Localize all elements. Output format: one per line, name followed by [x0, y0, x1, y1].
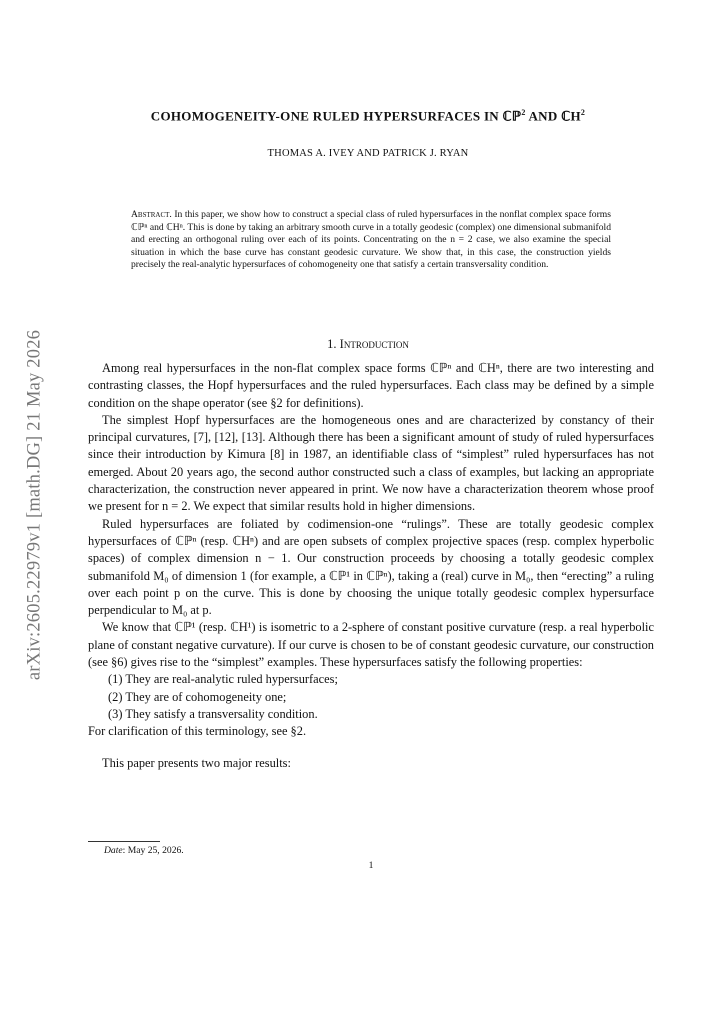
section-heading: [88, 337, 648, 352]
arxiv-sidebar: [20, 305, 50, 705]
footnote-rule: [88, 841, 160, 842]
title-sup-1: 2: [521, 108, 526, 117]
paragraph-6: This paper presents two major results:: [102, 755, 291, 770]
body-text: [88, 360, 654, 772]
abstract-label: Abstract.: [131, 209, 172, 220]
page-number: 1: [368, 860, 374, 871]
title-sup-2: 2: [580, 108, 586, 117]
abstract: [131, 209, 611, 272]
paragraph-4: We know that ℂℙ¹ (resp. ℂH¹) is isometric to a 2-sphere of constant positive curvature (resp. a real hyperbolic plane of constant negative curvature). If our curve is chosen to be of constant geodesic curvature, our construction (see §6) gives rise to the “simplest” examples. These hypersurfaces satisfy the following properties:: [88, 620, 654, 670]
property-list: [88, 671, 654, 723]
section-number: 1.: [327, 337, 340, 351]
paragraph-3: Ruled hypersurfaces are foliated by codimension-one “rulings”. These are totally geodesic complex hypersurfaces of ℂℙⁿ (resp. ℂHⁿ) and are open subsets of complex projective spaces (resp. complex hyperbolic spaces) of complex dimension n − 1. Our construction proceeds by choosing a totally geodesic complex submanifold M₀ of dimension 1 (for example, a ℂℙ¹ in ℂℙⁿ), taking a (real) curve in M₀, then “erecting” a ruling over each point p on the curve. This is done by choosing the unique totally geodesic complex hypersurface perpendicular to M₀ at p.: [88, 516, 654, 618]
paragraph-5: For clarification of this terminology, see §2.: [88, 724, 307, 739]
paragraph-2: The simplest Hopf hypersurfaces are the homogeneous ones and are characterized by constancy of their principal curvatures, [7], [12], [13]. Although there has been a significant amount of study of ruled hypersurfaces since their introduction by Kimura [8] in 1987, an identifiable class of “simplest” ruled hypersurfaces has not emerged. About 20 years ago, the second author constructed such a class of examples, but lacking an appropriate characterization, the construction never appeared in print. We now have a characterization theorem whose proof we present for n = 2. We expect that similar results hold in higher dimensions.: [88, 412, 654, 514]
abstract-text: In this paper, we show how to construct a special class of ruled hypersurfaces in the nonflat complex space forms ℂℙⁿ and ℂHⁿ. This is done by taking an arbitrary smooth curve in a totally geodesic (complex) one dimensional submanifold and erecting an orthogonal ruling over each of its points. Concentrating on the n = 2 case, we also examine the special situation in which the base curve has constant geodesic curvature. We show that, in this case, the construction yields precisely the real-analytic hypersurfaces of cohomogeneity one that satisfy a certain transversality condition.: [131, 209, 611, 271]
title-and: AND ℂH: [525, 108, 581, 124]
footnote-text: : May 25, 2026.: [122, 845, 184, 856]
section-title: Introduction: [339, 337, 409, 351]
footnote: [104, 845, 184, 856]
arxiv-identifier: arXiv:2605.22979v1 [math.DG] 21 May 2026: [24, 329, 45, 681]
title-main: COHOMOGENEITY-ONE RULED HYPERSURFACES IN ℂℙ: [150, 108, 522, 124]
list-item: (3) They satisfy a transversality condition.: [108, 706, 318, 721]
paragraph-gap: [88, 741, 654, 755]
paper-title: [88, 108, 648, 124]
list-item: (2) They are of cohomogeneity one;: [108, 689, 287, 704]
paragraph-1: Among real hypersurfaces in the non-flat complex space forms ℂℙⁿ and ℂHⁿ, there are two interesting and contrasting classes, the Hopf hypersurfaces and the ruled hypersurfaces. Each class may be defined by a simple condition on the shape operator (see §2 for definitions).: [88, 361, 654, 410]
authors: THOMAS A. IVEY AND PATRICK J. RYAN: [267, 148, 469, 159]
footnote-label: Date: [104, 845, 123, 856]
list-item: (1) They are real-analytic ruled hypersurfaces;: [108, 672, 338, 687]
